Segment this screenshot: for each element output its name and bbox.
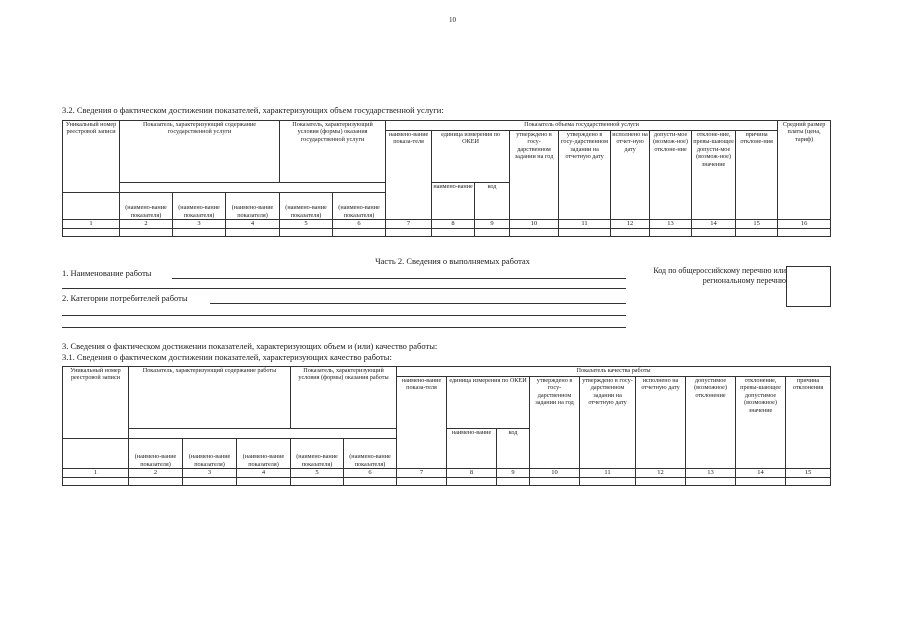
col-number: 1 — [63, 220, 120, 229]
col-number: 11 — [580, 469, 636, 478]
col-number: 4 — [226, 220, 280, 229]
col-number: 12 — [611, 220, 650, 229]
empty-cell — [475, 228, 510, 236]
col-number: 4 — [237, 469, 291, 478]
empty-cell — [344, 477, 397, 485]
col-number: 5 — [280, 220, 333, 229]
col-allowed-deviation: допусти-мое (возмож-ное) отклоне-ние — [650, 131, 692, 220]
col-number: 13 — [686, 469, 736, 478]
empty-cell — [559, 228, 611, 236]
sub-indicator-name: (наимено-вание показателя) — [129, 439, 183, 469]
section-3-title: 3. Сведения о фактическом достижении показателей, характеризующих объем и (или) качество работы: — [62, 341, 438, 351]
col-number: 14 — [736, 469, 786, 478]
col-content-indicator: Показатель, характеризующий содержание государственной услуги — [120, 121, 280, 183]
col-unique-number: Уникальный номер реестровой записи — [63, 121, 120, 193]
work-name-line-2 — [62, 288, 626, 289]
empty-cell — [63, 193, 120, 220]
col-number: 8 — [432, 220, 475, 229]
col-number: 7 — [386, 220, 432, 229]
col-number: 11 — [559, 220, 611, 229]
part-2-title: Часть 2. Сведения о выполняемых работах — [375, 256, 530, 266]
col-number: 15 — [736, 220, 778, 229]
col-average-price: Средний размер платы (цена, тариф) — [778, 121, 831, 220]
sub-indicator-name: (наимено-вание показателя) — [183, 439, 237, 469]
col-unit-name: наимено-вание — [447, 429, 497, 469]
col-allowed-deviation: допустимое (возможное) отклонение — [686, 377, 736, 469]
col-number: 9 — [497, 469, 530, 478]
col-indicator-name: наимено-вание показа-теля — [386, 131, 432, 220]
section-3-2-title: 3.2. Сведения о фактическом достижении показателей, характеризующих объем государственной услуги: — [62, 105, 444, 115]
code-label: Код по общероссийскому перечню или региональному перечню — [653, 266, 786, 285]
section-3-1-title: 3.1. Сведения о фактическом достижении показателей, характеризующих качество работы: — [62, 352, 392, 362]
col-condition-indicator: Показатель, характеризующий условия (формы) оказания работы — [291, 367, 397, 429]
sub-indicator-name: (наимено-вание показателя) — [291, 439, 344, 469]
col-excess-deviation: отклоне-ние, превы-шающее допусти-мое (возмож-ное) значение — [692, 131, 736, 220]
sub-indicator-name: (наимено-вание показателя) — [280, 193, 333, 220]
empty-cell — [237, 477, 291, 485]
col-number: 3 — [173, 220, 226, 229]
col-number: 13 — [650, 220, 692, 229]
consumers-line-3 — [62, 327, 626, 328]
empty-cell — [497, 477, 530, 485]
col-approved-date: утверждено в госу-дарственном задании на отчетную дату — [580, 377, 636, 469]
sub-indicator-name: (наимено-вание показателя) — [333, 193, 386, 220]
col-number: 6 — [344, 469, 397, 478]
col-number: 5 — [291, 469, 344, 478]
empty-cell — [686, 477, 736, 485]
empty-cell — [786, 477, 831, 485]
empty-cell — [692, 228, 736, 236]
page-number: 10 — [449, 16, 456, 24]
col-approved-date: утверждено в госу-дарственном задании на отчетную дату — [559, 131, 611, 220]
header-spacer — [120, 183, 386, 193]
empty-cell — [432, 228, 475, 236]
col-deviation-reason: причина отклонения — [786, 377, 831, 469]
col-deviation-reason: причина отклоне-ния — [736, 131, 778, 220]
col-number: 8 — [447, 469, 497, 478]
col-excess-deviation: отклонение, превы-шающее допустимое (возможное) значение — [736, 377, 786, 469]
empty-cell — [129, 477, 183, 485]
empty-cell — [333, 228, 386, 236]
work-name-line — [172, 278, 626, 279]
empty-cell — [447, 477, 497, 485]
col-volume-indicator: Показатель объема государственной услуги — [386, 121, 778, 131]
col-unit-name: наимено-вание — [432, 183, 475, 220]
col-number: 12 — [636, 469, 686, 478]
sub-indicator-name: (наимено-вание показателя) — [237, 439, 291, 469]
empty-cell — [636, 477, 686, 485]
col-number: 3 — [183, 469, 237, 478]
empty-cell — [611, 228, 650, 236]
col-number: 6 — [333, 220, 386, 229]
empty-cell — [397, 477, 447, 485]
quality-table — [62, 366, 831, 486]
col-unique-number: Уникальный номер реестровой записи — [63, 367, 129, 439]
consumers-label: 2. Категории потребителей работы — [62, 293, 188, 303]
header-spacer — [129, 429, 397, 439]
col-number: 9 — [475, 220, 510, 229]
col-number: 10 — [510, 220, 559, 229]
consumers-line-2 — [62, 315, 626, 316]
empty-cell — [63, 439, 129, 469]
empty-cell — [650, 228, 692, 236]
col-number: 14 — [692, 220, 736, 229]
empty-cell — [63, 228, 120, 236]
empty-cell — [580, 477, 636, 485]
col-number: 7 — [397, 469, 447, 478]
col-unit: единица измерения по ОКЕИ — [432, 131, 510, 183]
work-name-label: 1. Наименование работы — [62, 268, 152, 278]
col-unit-code: код — [497, 429, 530, 469]
empty-cell — [183, 477, 237, 485]
empty-cell — [280, 228, 333, 236]
empty-cell — [778, 228, 831, 236]
col-quality-indicator: Показатель качества работы — [397, 367, 831, 377]
code-box — [786, 266, 831, 307]
col-indicator-name: наимено-вание показа-теля — [397, 377, 447, 469]
consumers-line — [210, 303, 626, 304]
col-condition-indicator: Показатель, характеризующий условия (формы) оказания государственной услуги — [280, 121, 386, 183]
empty-cell — [173, 228, 226, 236]
col-content-indicator: Показатель, характеризующий содержание работы — [129, 367, 291, 429]
sub-indicator-name: (наимено-вание показателя) — [173, 193, 226, 220]
empty-cell — [530, 477, 580, 485]
col-number: 1 — [63, 469, 129, 478]
sub-indicator-name: (наимено-вание показателя) — [226, 193, 280, 220]
empty-cell — [226, 228, 280, 236]
empty-cell — [120, 228, 173, 236]
col-number: 2 — [129, 469, 183, 478]
col-approved-year: утверждено в госу-дарственном задании на год — [530, 377, 580, 469]
sub-indicator-name: (наимено-вание показателя) — [344, 439, 397, 469]
volume-table — [62, 120, 831, 237]
empty-cell — [291, 477, 344, 485]
empty-cell — [736, 477, 786, 485]
empty-cell — [736, 228, 778, 236]
col-number: 2 — [120, 220, 173, 229]
col-executed: исполнено на отчетную дату — [636, 377, 686, 469]
sub-indicator-name: (наимено-вание показателя) — [120, 193, 173, 220]
empty-cell — [386, 228, 432, 236]
col-approved-year: утверждено в госу-дарственном задании на год — [510, 131, 559, 220]
col-number: 15 — [786, 469, 831, 478]
empty-cell — [63, 477, 129, 485]
col-unit: единица измерения по ОКЕИ — [447, 377, 530, 429]
empty-cell — [510, 228, 559, 236]
col-number: 16 — [778, 220, 831, 229]
col-number: 10 — [530, 469, 580, 478]
col-executed: исполнено на отчет-ную дату — [611, 131, 650, 220]
col-unit-code: код — [475, 183, 510, 220]
